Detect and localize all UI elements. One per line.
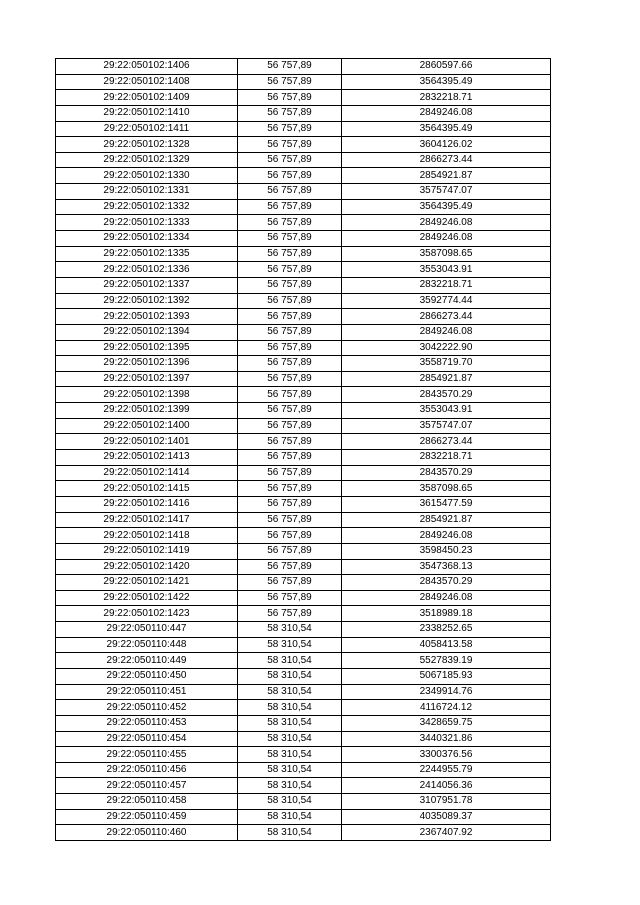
rate-cell: 56 757,89 <box>238 606 342 622</box>
table-row <box>56 731 551 747</box>
cadastral-number-cell: 29:22:050102:1337 <box>56 277 238 293</box>
table-row <box>56 715 551 731</box>
table-row <box>56 528 551 544</box>
rate-cell: 56 757,89 <box>238 309 342 325</box>
value-cell: 2367407.92 <box>342 825 551 841</box>
cadastral-number-cell: 29:22:050102:1335 <box>56 246 238 262</box>
table-row <box>56 590 551 606</box>
rate-cell: 56 757,89 <box>238 231 342 247</box>
table-row <box>56 668 551 684</box>
cadastral-number-cell: 29:22:050110:453 <box>56 715 238 731</box>
cadastral-number-cell: 29:22:050110:458 <box>56 794 238 810</box>
cadastral-number-cell: 29:22:050102:1415 <box>56 481 238 497</box>
rate-cell: 56 757,89 <box>238 262 342 278</box>
value-cell: 3107951.78 <box>342 794 551 810</box>
rate-cell: 56 757,89 <box>238 137 342 153</box>
rate-cell: 58 310,54 <box>238 747 342 763</box>
cadastral-number-cell: 29:22:050110:457 <box>56 778 238 794</box>
table-row <box>56 809 551 825</box>
table-row <box>56 90 551 106</box>
cadastral-number-cell: 29:22:050110:448 <box>56 637 238 653</box>
table-row <box>56 293 551 309</box>
cadastral-number-cell: 29:22:050102:1422 <box>56 590 238 606</box>
value-cell: 3428659.75 <box>342 715 551 731</box>
rate-cell: 56 757,89 <box>238 434 342 450</box>
rate-cell: 56 757,89 <box>238 356 342 372</box>
cadastral-number-cell: 29:22:050102:1393 <box>56 309 238 325</box>
value-cell: 3575747.07 <box>342 418 551 434</box>
rate-cell: 56 757,89 <box>238 371 342 387</box>
cadastral-number-cell: 29:22:050102:1332 <box>56 199 238 215</box>
value-cell: 2414056.36 <box>342 778 551 794</box>
table-row <box>56 496 551 512</box>
value-cell: 4058413.58 <box>342 637 551 653</box>
rate-cell: 56 757,89 <box>238 59 342 75</box>
value-cell: 2854921.87 <box>342 371 551 387</box>
cadastral-number-cell: 29:22:050102:1416 <box>56 496 238 512</box>
cadastral-number-cell: 29:22:050102:1397 <box>56 371 238 387</box>
cadastral-number-cell: 29:22:050110:456 <box>56 762 238 778</box>
table-row <box>56 387 551 403</box>
cadastral-number-cell: 29:22:050102:1328 <box>56 137 238 153</box>
rate-cell: 56 757,89 <box>238 403 342 419</box>
rate-cell: 56 757,89 <box>238 90 342 106</box>
rate-cell: 56 757,89 <box>238 450 342 466</box>
value-cell: 2854921.87 <box>342 512 551 528</box>
value-cell: 2843570.29 <box>342 575 551 591</box>
value-cell: 3440321.86 <box>342 731 551 747</box>
table-row <box>56 637 551 653</box>
cadastral-number-cell: 29:22:050102:1411 <box>56 121 238 137</box>
table-row <box>56 794 551 810</box>
table-row <box>56 450 551 466</box>
rate-cell: 56 757,89 <box>238 340 342 356</box>
rate-cell: 58 310,54 <box>238 715 342 731</box>
cadastral-number-cell: 29:22:050102:1406 <box>56 59 238 75</box>
cadastral-number-cell: 29:22:050102:1420 <box>56 559 238 575</box>
rate-cell: 58 310,54 <box>238 762 342 778</box>
table-row <box>56 825 551 841</box>
cadastral-number-cell: 29:22:050110:460 <box>56 825 238 841</box>
rate-cell: 56 757,89 <box>238 184 342 200</box>
table-row <box>56 309 551 325</box>
value-cell: 2349914.76 <box>342 684 551 700</box>
cadastral-number-cell: 29:22:050102:1417 <box>56 512 238 528</box>
table-row <box>56 184 551 200</box>
value-cell: 2849246.08 <box>342 231 551 247</box>
rate-cell: 56 757,89 <box>238 74 342 90</box>
table-row <box>56 231 551 247</box>
value-cell: 2866273.44 <box>342 152 551 168</box>
cadastral-number-cell: 29:22:050102:1401 <box>56 434 238 450</box>
rate-cell: 56 757,89 <box>238 418 342 434</box>
cadastral-number-cell: 29:22:050110:451 <box>56 684 238 700</box>
value-cell: 3300376.56 <box>342 747 551 763</box>
value-cell: 3553043.91 <box>342 262 551 278</box>
value-cell: 3564395.49 <box>342 74 551 90</box>
table-row <box>56 418 551 434</box>
table-body <box>56 59 551 841</box>
table-row <box>56 168 551 184</box>
cadastral-number-cell: 29:22:050102:1423 <box>56 606 238 622</box>
table-row <box>56 262 551 278</box>
cadastral-number-cell: 29:22:050102:1400 <box>56 418 238 434</box>
data-table <box>55 58 551 841</box>
table-row <box>56 481 551 497</box>
rate-cell: 56 757,89 <box>238 152 342 168</box>
cadastral-number-cell: 29:22:050102:1421 <box>56 575 238 591</box>
table-row <box>56 465 551 481</box>
cadastral-number-cell: 29:22:050102:1418 <box>56 528 238 544</box>
value-cell: 2244955.79 <box>342 762 551 778</box>
rate-cell: 58 310,54 <box>238 825 342 841</box>
rate-cell: 56 757,89 <box>238 215 342 231</box>
value-cell: 4116724.12 <box>342 700 551 716</box>
table-row <box>56 606 551 622</box>
rate-cell: 58 310,54 <box>238 622 342 638</box>
table-row <box>56 747 551 763</box>
rate-cell: 58 310,54 <box>238 778 342 794</box>
rate-cell: 56 757,89 <box>238 121 342 137</box>
rate-cell: 56 757,89 <box>238 481 342 497</box>
rate-cell: 56 757,89 <box>238 105 342 121</box>
rate-cell: 58 310,54 <box>238 809 342 825</box>
rate-cell: 58 310,54 <box>238 684 342 700</box>
cadastral-number-cell: 29:22:050102:1410 <box>56 105 238 121</box>
value-cell: 5067185.93 <box>342 668 551 684</box>
cadastral-number-cell: 29:22:050110:447 <box>56 622 238 638</box>
value-cell: 2849246.08 <box>342 528 551 544</box>
table-row <box>56 105 551 121</box>
value-cell: 2832218.71 <box>342 277 551 293</box>
cadastral-number-cell: 29:22:050110:450 <box>56 668 238 684</box>
cadastral-number-cell: 29:22:050102:1414 <box>56 465 238 481</box>
value-cell: 2866273.44 <box>342 434 551 450</box>
cadastral-number-cell: 29:22:050102:1329 <box>56 152 238 168</box>
rate-cell: 56 757,89 <box>238 575 342 591</box>
rate-cell: 58 310,54 <box>238 700 342 716</box>
rate-cell: 56 757,89 <box>238 559 342 575</box>
value-cell: 2843570.29 <box>342 465 551 481</box>
rate-cell: 58 310,54 <box>238 653 342 669</box>
table-row <box>56 434 551 450</box>
cadastral-number-cell: 29:22:050102:1392 <box>56 293 238 309</box>
rate-cell: 58 310,54 <box>238 637 342 653</box>
rate-cell: 56 757,89 <box>238 528 342 544</box>
rate-cell: 56 757,89 <box>238 168 342 184</box>
cadastral-number-cell: 29:22:050110:454 <box>56 731 238 747</box>
table-row <box>56 778 551 794</box>
value-cell: 3553043.91 <box>342 403 551 419</box>
value-cell: 3587098.65 <box>342 481 551 497</box>
table-row <box>56 340 551 356</box>
table-row <box>56 700 551 716</box>
rate-cell: 56 757,89 <box>238 512 342 528</box>
rate-cell: 56 757,89 <box>238 246 342 262</box>
cadastral-number-cell: 29:22:050102:1409 <box>56 90 238 106</box>
value-cell: 3547368.13 <box>342 559 551 575</box>
rate-cell: 56 757,89 <box>238 293 342 309</box>
table-row <box>56 137 551 153</box>
value-cell: 5527839.19 <box>342 653 551 669</box>
value-cell: 3592774.44 <box>342 293 551 309</box>
table-row <box>56 74 551 90</box>
cadastral-number-cell: 29:22:050102:1399 <box>56 403 238 419</box>
rate-cell: 56 757,89 <box>238 590 342 606</box>
cadastral-number-cell: 29:22:050110:455 <box>56 747 238 763</box>
table-row <box>56 512 551 528</box>
cadastral-number-cell: 29:22:050102:1413 <box>56 450 238 466</box>
cadastral-number-cell: 29:22:050110:459 <box>56 809 238 825</box>
rate-cell: 56 757,89 <box>238 387 342 403</box>
cadastral-number-cell: 29:22:050110:452 <box>56 700 238 716</box>
rate-cell: 58 310,54 <box>238 731 342 747</box>
cadastral-number-cell: 29:22:050102:1336 <box>56 262 238 278</box>
value-cell: 2849246.08 <box>342 215 551 231</box>
value-cell: 3564395.49 <box>342 121 551 137</box>
value-cell: 3558719.70 <box>342 356 551 372</box>
value-cell: 2849246.08 <box>342 324 551 340</box>
table-row <box>56 121 551 137</box>
table-row <box>56 215 551 231</box>
table-row <box>56 543 551 559</box>
table-row <box>56 403 551 419</box>
table-row <box>56 59 551 75</box>
value-cell: 3042222.90 <box>342 340 551 356</box>
value-cell: 3604126.02 <box>342 137 551 153</box>
value-cell: 3615477.59 <box>342 496 551 512</box>
rate-cell: 56 757,89 <box>238 543 342 559</box>
value-cell: 2843570.29 <box>342 387 551 403</box>
value-cell: 2849246.08 <box>342 105 551 121</box>
rate-cell: 56 757,89 <box>238 199 342 215</box>
table-row <box>56 622 551 638</box>
value-cell: 2866273.44 <box>342 309 551 325</box>
value-cell: 3564395.49 <box>342 199 551 215</box>
value-cell: 3518989.18 <box>342 606 551 622</box>
cadastral-number-cell: 29:22:050102:1334 <box>56 231 238 247</box>
cadastral-number-cell: 29:22:050102:1398 <box>56 387 238 403</box>
rate-cell: 56 757,89 <box>238 496 342 512</box>
rate-cell: 56 757,89 <box>238 277 342 293</box>
table-row <box>56 575 551 591</box>
value-cell: 2338252.65 <box>342 622 551 638</box>
value-cell: 2860597.66 <box>342 59 551 75</box>
table-row <box>56 371 551 387</box>
cadastral-number-cell: 29:22:050102:1331 <box>56 184 238 200</box>
table-row <box>56 246 551 262</box>
table-row <box>56 152 551 168</box>
table-row <box>56 277 551 293</box>
table-row <box>56 653 551 669</box>
value-cell: 3598450.23 <box>342 543 551 559</box>
value-cell: 2832218.71 <box>342 450 551 466</box>
cadastral-number-cell: 29:22:050110:449 <box>56 653 238 669</box>
rate-cell: 56 757,89 <box>238 324 342 340</box>
table-row <box>56 356 551 372</box>
rate-cell: 56 757,89 <box>238 465 342 481</box>
table-row <box>56 324 551 340</box>
value-cell: 4035089.37 <box>342 809 551 825</box>
cadastral-number-cell: 29:22:050102:1408 <box>56 74 238 90</box>
table-row <box>56 762 551 778</box>
cadastral-number-cell: 29:22:050102:1419 <box>56 543 238 559</box>
value-cell: 2832218.71 <box>342 90 551 106</box>
cadastral-number-cell: 29:22:050102:1394 <box>56 324 238 340</box>
cadastral-number-cell: 29:22:050102:1396 <box>56 356 238 372</box>
cadastral-number-cell: 29:22:050102:1395 <box>56 340 238 356</box>
value-cell: 3587098.65 <box>342 246 551 262</box>
rate-cell: 58 310,54 <box>238 794 342 810</box>
table-row <box>56 559 551 575</box>
value-cell: 3575747.07 <box>342 184 551 200</box>
value-cell: 2854921.87 <box>342 168 551 184</box>
table-row <box>56 199 551 215</box>
cadastral-number-cell: 29:22:050102:1330 <box>56 168 238 184</box>
rate-cell: 58 310,54 <box>238 668 342 684</box>
table-row <box>56 684 551 700</box>
value-cell: 2849246.08 <box>342 590 551 606</box>
cadastral-number-cell: 29:22:050102:1333 <box>56 215 238 231</box>
